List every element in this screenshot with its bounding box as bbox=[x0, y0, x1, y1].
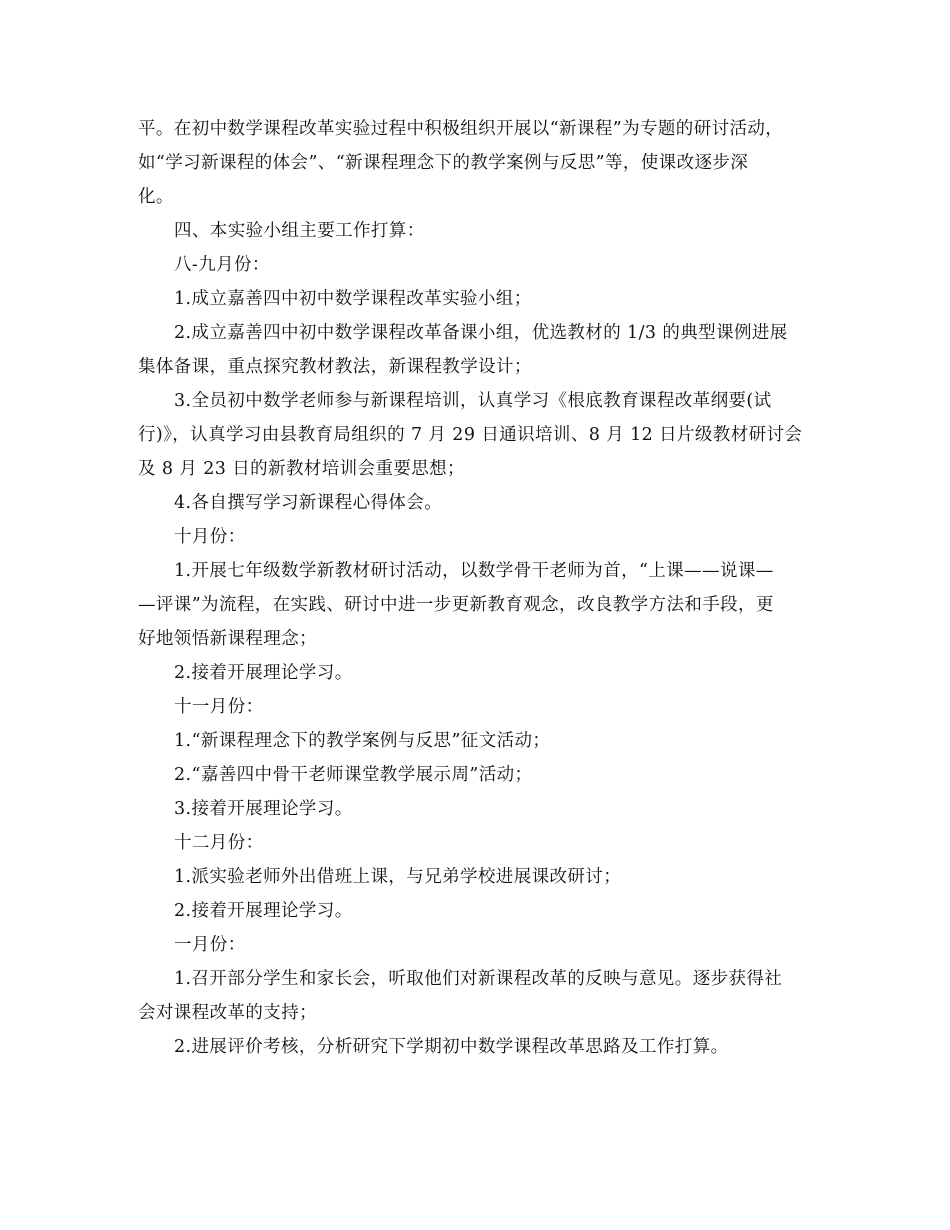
text-line: 平。在初中数学课程改革实验过程中积极组织开展以“新课程”为专题的研讨活动， bbox=[138, 119, 784, 139]
text-line: 2.接着开展理论学习。 bbox=[174, 901, 353, 921]
text-line: 2.进展评价考核，分析研究下学期初中数学课程改革思路及工作打算。 bbox=[174, 1037, 729, 1057]
document-body bbox=[138, 112, 818, 1064]
text-line: 2.成立嘉善四中初中数学课程改革备课小组，优选教材的 1/3 的典型课例进展 bbox=[174, 323, 788, 343]
text-line: 十一月份： bbox=[174, 697, 264, 717]
text-line: 2.“嘉善四中骨干老师课堂教学展示周”活动； bbox=[174, 765, 533, 785]
text-line: 1.召开部分学生和家长会，听取他们对新课程改革的反映与意见。逐步获得社 bbox=[174, 969, 783, 989]
text-line: 行)》，认真学习由县教育局组织的 7 月 29 日通识培训、8 月 12 日片级教材研讨会 bbox=[138, 425, 803, 445]
text-line: 1.开展七年级数学新教材研讨活动，以数学骨干老师为首，“上课——说课— bbox=[174, 561, 774, 581]
text-line: 如“学习新课程的体会”、“新课程理念下的教学案例与反思”等，使课改逐步深 bbox=[138, 153, 749, 173]
text-line: 十二月份： bbox=[174, 833, 264, 853]
text-line: 集体备课，重点探究教材教法，新课程教学设计； bbox=[138, 357, 532, 377]
text-line: 3.接着开展理论学习。 bbox=[174, 799, 353, 819]
text-line: 2.接着开展理论学习。 bbox=[174, 663, 353, 683]
text-line: —评课”为流程，在实践、研讨中进一步更新教育观念，改良教学方法和手段，更 bbox=[138, 595, 774, 615]
text-line: 1.“新课程理念下的教学案例与反思”征文活动； bbox=[174, 731, 551, 751]
text-line: 会对课程改革的支持； bbox=[138, 1003, 317, 1023]
text-line: 好地领悟新课程理念； bbox=[138, 629, 317, 649]
text-line: 化。 bbox=[138, 187, 174, 207]
text-line: 及 8 月 23 日的新教材培训会重要思想； bbox=[138, 459, 465, 479]
text-line: 1.成立嘉善四中初中数学课程改革实验小组； bbox=[174, 289, 532, 309]
text-line: 十月份： bbox=[174, 527, 246, 547]
text-line: 4.各自撰写学习新课程心得体会。 bbox=[174, 493, 443, 513]
text-line: 四、本实验小组主要工作打算： bbox=[174, 221, 425, 241]
text-line: 一月份： bbox=[174, 935, 246, 955]
text-line: 3.全员初中数学老师参与新课程培训，认真学习《根底教育课程改革纲要(试 bbox=[174, 391, 772, 411]
text-line: 八-九月份： bbox=[174, 255, 270, 275]
text-line: 1.派实验老师外出借班上课，与兄弟学校进展课改研讨； bbox=[174, 867, 622, 887]
